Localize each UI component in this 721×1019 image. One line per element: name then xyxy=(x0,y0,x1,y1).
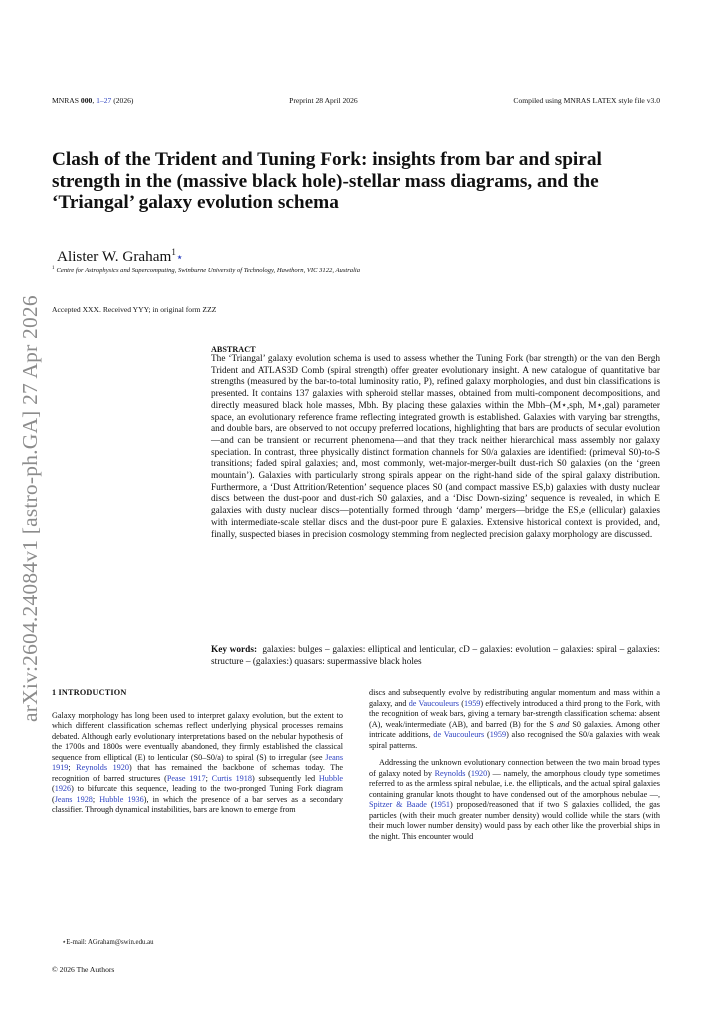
arxiv-sidebar-stamp: arXiv:2604.24084v1 [astro-ph.GA] 27 Apr 2026 xyxy=(18,295,42,722)
intro-right-column xyxy=(369,688,660,842)
intro-paragraph-3: Addressing the unknown evolutionary connection between the two main broad types of galaxy noted by Reynolds (1920) — namely, the amorphous cloudy type sometimes referred to as the armless spiral nebulae, i.e. the ellipticals, and the actual spiral galaxies containing granular knots thought to have condensed out of the amorphous nebulae —, Spitzer & Baade (1951) proposed/reasoned that if two S galaxies collided, the gas particles (with their much greater number density) would collide while the stars (with their much lower number density) would pass by each other like the proverbial ships in the night. This encounter would xyxy=(369,758,660,841)
keywords-label: Key words: xyxy=(211,645,258,655)
paper-title: Clash of the Trident and Tuning Fork: insights from bar and spiral strength in the (massive black hole)-stellar mass diagrams, and the ‘Triangal’ galaxy evolution schema xyxy=(52,149,602,213)
ref-hubble-1936[interactable]: Hubble 1936 xyxy=(99,794,144,804)
affiliation: $^1$ Centre for Astrophysics and Supercomputing, Swinburne University of Technology, Hawthorn, VIC 3122, Australia xyxy=(52,266,361,275)
author-name: Alister W. Graham xyxy=(57,248,172,265)
preprint-date: Preprint 28 April 2026 xyxy=(289,96,358,105)
author-line xyxy=(57,247,183,266)
footnote-star-link[interactable]: ⋆ xyxy=(175,250,184,264)
ref-de-vaucouleurs-2[interactable]: de Vaucouleurs xyxy=(433,730,485,739)
ref-jeans-1919[interactable]: Jeans 1919 xyxy=(52,752,343,772)
ref-jeans-1928[interactable]: Jeans 1928 xyxy=(54,794,93,804)
keywords-text: galaxies: bulges – galaxies: elliptical and lenticular, cD – galaxies: evolution – galaxies: spiral – galaxies: structure – (galaxies:) quasars: supermassive black holes xyxy=(211,645,660,667)
ref-hubble-1926-year[interactable]: 1926 xyxy=(54,784,72,793)
ref-spitzer-baade[interactable]: Spitzer & Baade xyxy=(369,800,427,809)
affiliation-mark: 1 xyxy=(171,247,176,257)
compiled-note: Compiled using MNRAS LATEX style file v3.0 xyxy=(513,96,660,105)
ref-de-vaucouleurs[interactable]: de Vaucouleurs xyxy=(408,698,459,708)
ref-curtis-1918[interactable]: Curtis 1918 xyxy=(211,773,252,783)
ref-reynolds-1920[interactable]: Reynolds 1920 xyxy=(76,763,129,772)
email-footnote: ⋆E-mail: AGraham@swin.edu.au xyxy=(62,939,154,946)
intro-paragraph-1: Galaxy morphology has long been used to interpret galaxy evolution, but the extent to which different classification schemas reflect underlying physical processes remains debated. Although early evolutionary interpretations based on the nebular hypothesis of the 1700s and 1800s were eventually abandoned, they firmly established the classical sequence from elliptical (E) to lenticular (S0–S0/a) to spiral (S) to irregular (see Jeans 1919; Reynolds 1920) that has remained the backbone of schemas today. The recognition of barred structures (Pease 1917; Curtis 1918) subsequently led Hubble (1926) to bifurcate this sequence, leading to the two-pronged Tuning Fork diagram (Jeans 1928; Hubble 1936), in which the presence of a bar serves as a secondary classifier. Through dynamical instabilities, bars are known to emerge from xyxy=(52,710,344,814)
ref-hubble[interactable]: Hubble xyxy=(318,773,343,783)
intro-paragraph-2: discs and subsequently evolve by redistributing angular momentum and mass within a galaxy, and de Vaucouleurs (1959) effectively introduced a third prong to the Fork, with the recognition of weak bars, giving a ternary bar-strength classification schema: absent (A), weak/intermediate (AB), and barred (B) for the S and S0 galaxies. Among other intricate additions, de Vaucouleurs (1959) also recognised the S0/a galaxies with weak spiral patterns. xyxy=(369,688,661,750)
ref-de-vaucouleurs-2-year[interactable]: 1959 xyxy=(489,730,507,739)
abstract-heading: ABSTRACT xyxy=(211,345,256,354)
abstract-body: The ‘Triangal’ galaxy evolution schema is used to assess whether the Tuning Fork (bar strength) or the van den Bergh Trident and ATLAS3D Comb (spiral strength) offer greater evolutionary insight. A new catalogue of quantitative bar strengths (measured by the bar-to-total luminosity ratio, P), refined galaxy morphologies, and dust bin classifications is presented. It contains 137 galaxies with spheroid stellar masses, obtained from multi-component decompositions, and directly measured black hole masses, Mbh. By placing these galaxies within the Mbh–(M⋆,sph, M⋆,gal) parameter space, an evolutionary reference frame reflecting integrated growth is established. Galaxies with varying bar strengths, and double bars, are observed to not occupy preferred locations, highlighting that bars are products of secular evolution—and can be transient or recurrent phenomena—and that they track neither hierarchical mass assembly nor galaxy speciation. In contrast, three physically distinct formation channels for S0/a galaxies are identified: (primeval S0)-to-S transitions; faded spiral galaxies; and, most commonly, wet-major-merger-built dust-rich S0 galaxies (on the ‘green mountain’). Galaxies with particularly strong spirals appear on the right-hand side of the spiral galaxy distribution. Furthermore, a ‘Dust Attrition/Retention’ sequence places S0 (and compact massive ES,b) galaxies with dusty nuclear discs between the dust-poor and dust-rich S0 galaxies, and a ‘Disc Down-sizing’ sequence is revealed, in which E galaxies with dusty nuclear discs—potentially formed through ‘damp’ mergers—bridge the ES,e (ellicular) galaxies with intermediate-scale stellar discs and the dust-poor pure E galaxies. Extensive historical context is provided, and, finally, suspected biases in precision cosmology stemming from neglected precision galaxy morphology are discussed. xyxy=(211,354,660,540)
ref-spitzer-baade-year[interactable]: 1951 xyxy=(433,800,450,809)
accepted-line: Accepted XXX. Received YYY; in original form ZZZ xyxy=(52,305,217,314)
keywords xyxy=(211,645,660,668)
page-range-link[interactable]: 1–27 xyxy=(96,96,112,105)
page-header xyxy=(52,96,660,108)
intro-left-column xyxy=(52,688,343,816)
ref-pease-1917[interactable]: Pease 1917 xyxy=(166,773,206,783)
ref-reynolds-year[interactable]: 1920 xyxy=(470,768,488,778)
ref-reynolds[interactable]: Reynolds xyxy=(434,768,466,778)
section-heading: 1 INTRODUCTION xyxy=(52,688,127,697)
ref-de-vaucouleurs-year[interactable]: 1959 xyxy=(464,698,481,708)
copyright: © 2026 The Authors xyxy=(52,965,115,974)
journal-citation: MNRAS 000, 1–27 (2026) xyxy=(52,96,134,105)
